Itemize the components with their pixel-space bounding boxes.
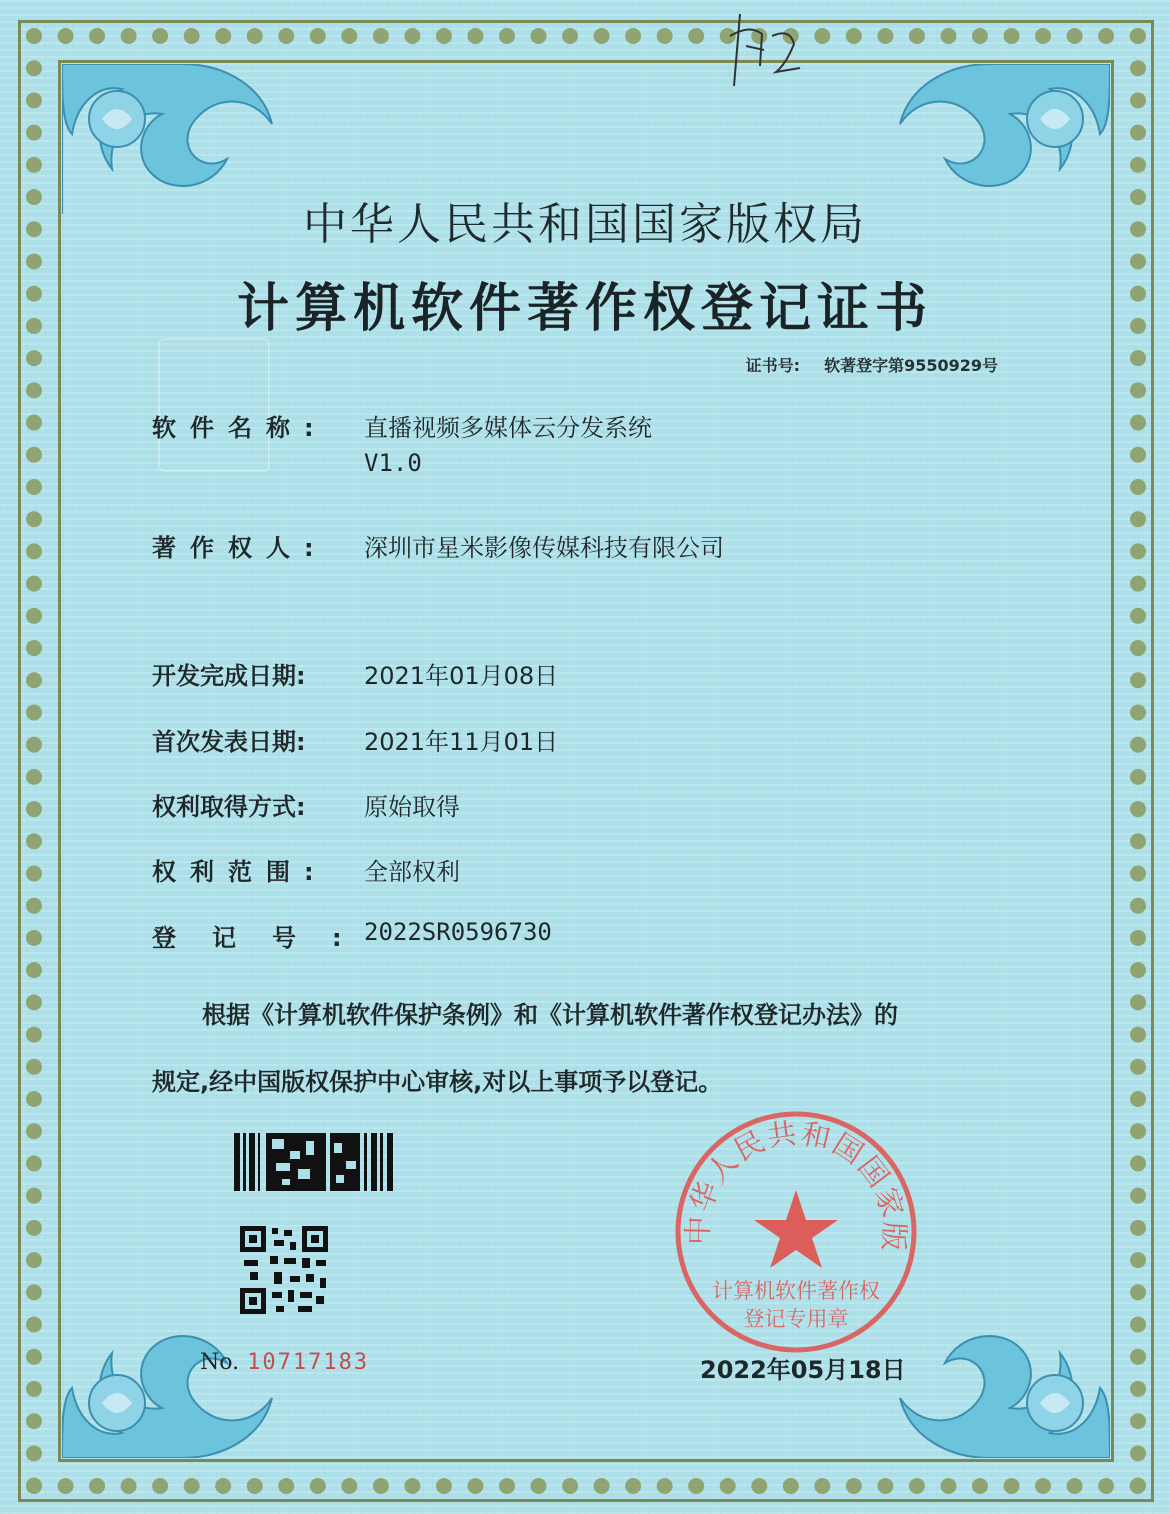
- scope-of-rights-value: 全部权利: [364, 858, 460, 886]
- software-name-value: [364, 408, 652, 477]
- serial-value: 10717183: [247, 1350, 370, 1375]
- copyright-owner-label: 著作权人:: [152, 534, 328, 562]
- registration-number-value: 2022SR0596730: [364, 918, 552, 946]
- qr-code: [240, 1226, 328, 1314]
- certificate-number-label: 证书号:: [745, 356, 801, 375]
- svg-text:中华人民共和国国家版权局: 中华人民共和国国家版: [680, 1115, 912, 1254]
- field-acquisition-method: [152, 787, 460, 822]
- completion-date-value: 2021年01月08日: [364, 662, 559, 690]
- first-publication-date-value: 2021年11月01日: [364, 728, 559, 756]
- svg-text:计算机软件著作权: 计算机软件著作权: [712, 1279, 880, 1303]
- field-copyright-owner: [152, 528, 724, 563]
- scope-of-rights-label: 权利范围:: [152, 858, 328, 886]
- legal-statement-line2: 规定,经中国版权保护中心审核,对以上事项予以登记。: [152, 1068, 723, 1096]
- serial-prefix: No.: [200, 1350, 240, 1375]
- registration-number-label: 登记号:: [152, 924, 378, 952]
- field-scope-of-rights: [152, 852, 460, 887]
- legal-statement-line1: 根据《计算机软件保护条例》和《计算机软件著作权登记办法》的: [202, 1001, 898, 1029]
- certificate-number-value: 软著登字第9550929号: [824, 356, 998, 375]
- certificate-title: 计算机软件著作权登记证书: [236, 278, 933, 339]
- software-name-label: 软件名称:: [152, 414, 328, 442]
- acquisition-method-label: 权利取得方式:: [152, 793, 306, 821]
- corner-ornament-bottom-left: [62, 1308, 292, 1458]
- software-name-line1: 直播视频多媒体云分发系统: [364, 414, 652, 442]
- first-publication-date-label: 首次发表日期:: [152, 728, 306, 756]
- acquisition-method-value: 原始取得: [364, 793, 460, 821]
- field-first-publication-date: [152, 722, 558, 757]
- official-seal: [672, 1108, 920, 1356]
- serial-number: [200, 1350, 369, 1375]
- issuing-authority: 中华人民共和国国家版权局: [303, 199, 867, 250]
- software-name-version: V1.0: [364, 449, 422, 477]
- issue-date: 2022年05月18日: [700, 1356, 906, 1384]
- field-registration-number: [152, 918, 552, 953]
- completion-date-label: 开发完成日期:: [152, 662, 306, 690]
- certificate-number: [746, 353, 998, 376]
- svg-text:登记专用章: 登记专用章: [743, 1307, 849, 1331]
- handwritten-mark: [720, 6, 810, 96]
- field-completion-date: [152, 656, 558, 691]
- barcode: [234, 1133, 398, 1191]
- copyright-owner-value: 深圳市星米影像传媒科技有限公司: [364, 534, 724, 562]
- field-software-name: [152, 408, 652, 477]
